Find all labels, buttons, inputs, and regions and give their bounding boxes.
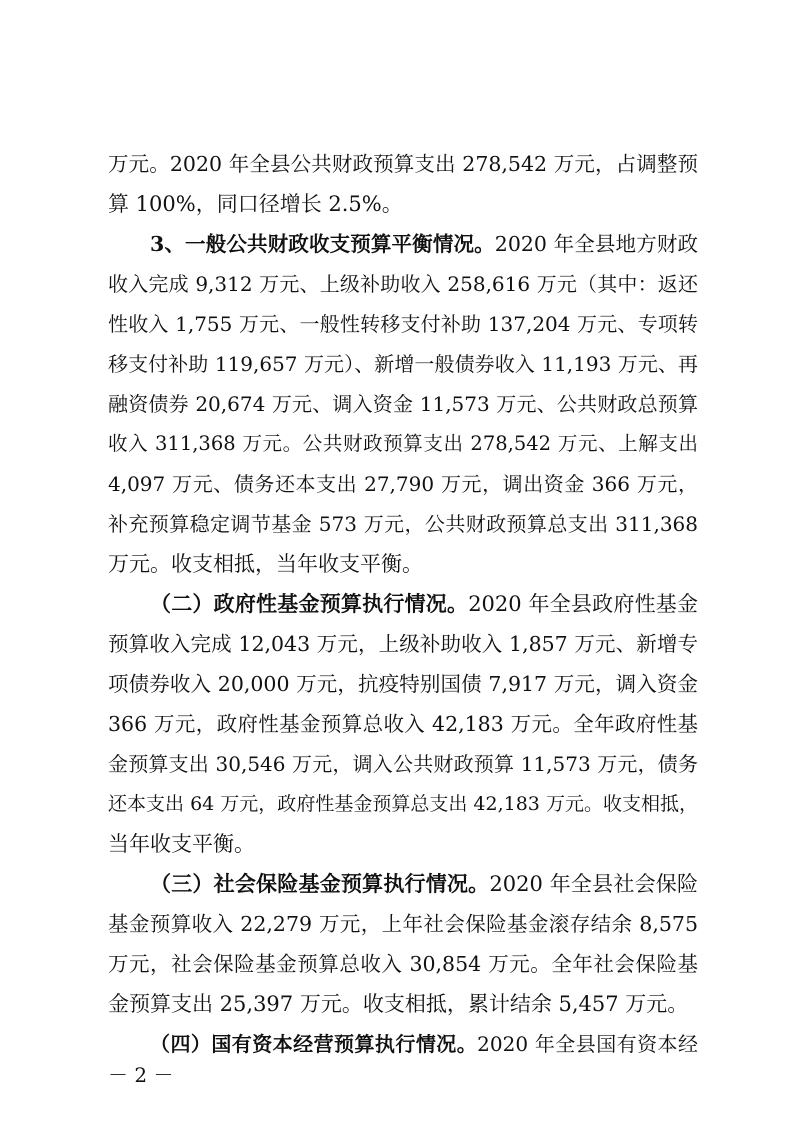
text-line: 基金预算收入 22,279 万元，上年社会保险基金滚存结余 8,575 xyxy=(108,912,698,936)
text-line: 当年收支平衡。 xyxy=(108,832,255,856)
text-line: 金预算支出 25,397 万元。收支相抵，累计结余 5,457 万元。 xyxy=(108,992,689,1016)
paragraph-first-line xyxy=(150,584,698,624)
text-line: 还本支出 64 万元，政府性基金预算总支出 42,183 万元。收支相抵， xyxy=(108,793,698,815)
text-line: 性收入 1,755 万元、一般性转移支付补助 137,204 万元、专项转 xyxy=(108,312,698,336)
text-line: 金预算支出 30,546 万元，调入公共财政预算 11,573 万元，债务 xyxy=(108,752,698,776)
paragraph-first-line xyxy=(150,1024,698,1064)
text-span: 2020 年全县政府性基金 xyxy=(468,592,698,616)
section-heading: （二）政府性基金预算执行情况。 xyxy=(150,591,469,616)
text-line: 366 万元，政府性基金预算总收入 42,183 万元。全年政府性基 xyxy=(108,712,698,736)
paragraph-first-line xyxy=(150,864,698,904)
section-heading: （三）社会保险基金预算执行情况。 xyxy=(150,871,490,896)
text-line: 融资债券 20,674 万元、调入资金 11,573 万元、公共财政总预算 xyxy=(108,392,698,416)
text-span: 2020 年全县国有资本经 xyxy=(477,1032,698,1056)
section-heading: （四）国有资本经营预算执行情况。 xyxy=(150,1032,478,1056)
text-line: 4,097 万元、债务还本支出 27,790 万元，调出资金 366 万元， xyxy=(108,472,698,496)
text-line: 收入 311,368 万元。公共财政预算支出 278,542 万元、上解支出 xyxy=(108,432,698,455)
text-line: 收入完成 9,312 万元、上级补助收入 258,616 万元（其中：返还 xyxy=(108,272,698,296)
section-heading: 3、一般公共财政收支预算平衡情况。 xyxy=(150,232,495,256)
text-span: 2020 年全县地方财政 xyxy=(494,232,698,256)
text-line: 预算收入完成 12,043 万元，上级补助收入 1,857 万元、新增专 xyxy=(108,632,698,656)
text-line: 万元。收支相抵，当年收支平衡。 xyxy=(108,552,423,576)
text-line: 项债券收入 20,000 万元，抗疫特别国债 7,917 万元，调入资金 xyxy=(108,672,698,696)
text-line: 移支付补助 119,657 万元）、新增一般债券收入 11,193 万元、再 xyxy=(108,352,698,376)
text-line: 补充预算稳定调节基金 573 万元，公共财政预算总支出 311,368 xyxy=(108,512,698,536)
paragraph-first-line xyxy=(150,224,698,264)
text-span: 2020 年全县社会保险 xyxy=(489,872,698,896)
text-line: 万元。2020 年全县公共财政预算支出 278,542 万元，占调整预 xyxy=(108,152,698,176)
page-number: － 2 － xyxy=(108,1063,174,1087)
text-line: 算 100%，同口径增长 2.5%。 xyxy=(108,192,403,216)
text-line: 万元，社会保险基金预算总收入 30,854 万元。全年社会保险基 xyxy=(108,952,698,976)
